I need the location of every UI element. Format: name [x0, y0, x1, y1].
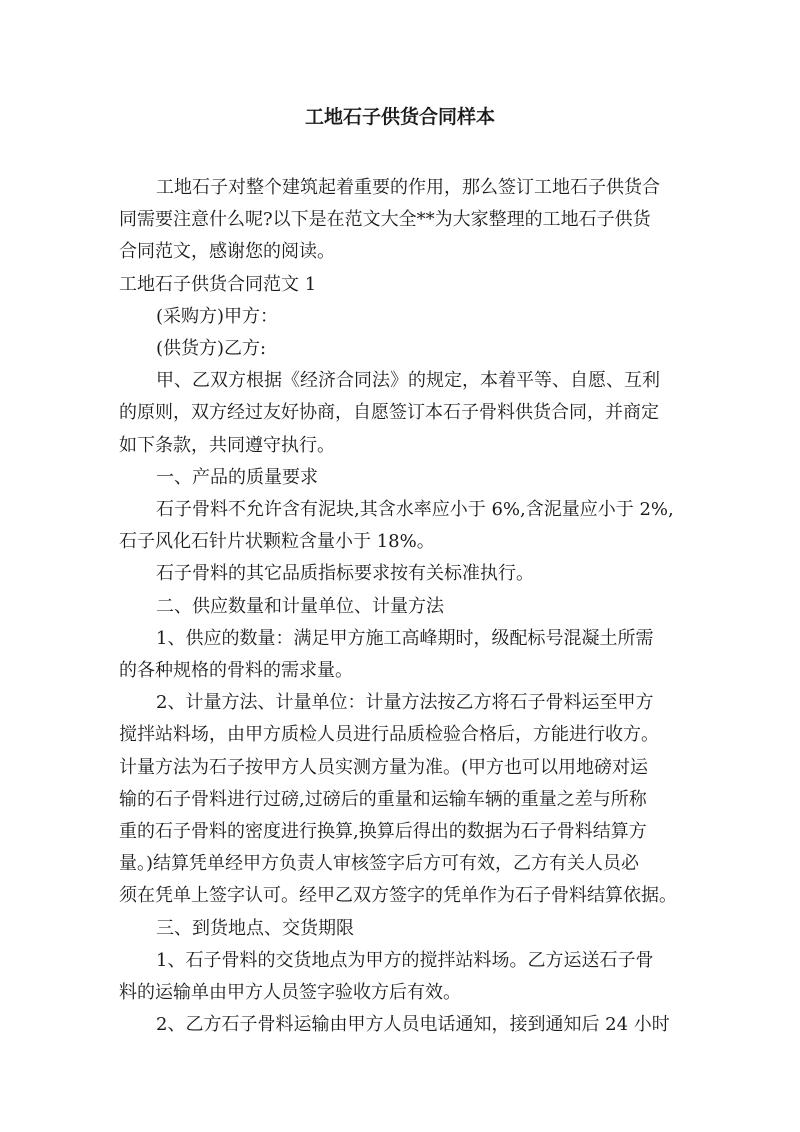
paragraph-measurement-method	[119, 687, 691, 912]
paragraph-quality-spec	[119, 494, 691, 558]
document-body	[119, 172, 691, 1041]
text-line: 一、产品的质量要求	[156, 466, 318, 488]
text-line: 1、供应的数量：满足甲方施工高峰期时，级配标号混凝土所需	[156, 627, 654, 649]
text-line: 的各种规格的骨料的需求量。	[119, 660, 353, 682]
text-line: 石子风化石针片状颗粒含量小于 18%。	[119, 531, 435, 553]
clause-heading-delivery	[119, 913, 691, 945]
paragraph-preamble	[119, 365, 691, 462]
paragraph-delivery-location	[119, 945, 691, 1009]
text-line: 石子骨料不允许含有泥块,其含水率应小于 6%,含泥量应小于 2%,	[156, 499, 674, 521]
text-line: 三、到货地点、交货期限	[156, 917, 354, 939]
section-heading-sample-1	[119, 269, 691, 301]
clause-heading-quality	[119, 462, 691, 494]
text-line: 1、石子骨料的交货地点为甲方的搅拌站料场。乙方运送石子骨	[156, 949, 654, 971]
paragraph-delivery-notice	[119, 1009, 691, 1041]
text-line: 甲、乙双方根据《经济合同法》的规定，本着平等、自愿、互利	[156, 370, 660, 392]
text-line: 二、供应数量和计量单位、计量方法	[156, 595, 444, 617]
text-line: 须在凭单上签字认可。经甲乙双方签字的凭单作为石子骨料结算依据。	[119, 885, 677, 907]
text-line: (供货方)乙方:	[156, 338, 267, 360]
text-line: 2、乙方石子骨料运输由甲方人员电话通知，接到通知后 24 小时	[156, 1014, 670, 1036]
text-line: 同需要注意什么呢?以下是在范文大全**为大家整理的工地石子供货	[119, 209, 651, 231]
paragraph-party-b	[119, 333, 691, 365]
clause-heading-quantity	[119, 591, 691, 623]
document-title: 工地石子供货合同样本	[304, 106, 495, 128]
text-line: 输的石子骨料进行过磅,过磅后的重量和运输车辆的重量之差与所称	[119, 788, 647, 810]
paragraph-quality-standard	[119, 558, 691, 590]
text-line: 搅拌站料场，由甲方质检人员进行品质检验合格后，方能进行收方。	[119, 724, 659, 746]
text-line: 料的运输单由甲方人员签字验收方后有效。	[119, 982, 461, 1004]
text-line: 重的石子骨料的密度进行换算,换算后得出的数据为石子骨料结算方	[119, 821, 647, 843]
text-line: 合同范文，感谢您的阅读。	[119, 241, 335, 263]
paragraph-intro	[119, 172, 691, 269]
paragraph-supply-quantity	[119, 623, 691, 687]
text-line: 量。)结算凭单经甲方负责人审核签字后方可有效，乙方有关人员必	[119, 853, 640, 875]
text-line: 工地石子供货合同范文 1	[119, 273, 317, 295]
text-line: 2、计量方法、计量单位：计量方法按乙方将石子骨料运至甲方	[156, 692, 654, 714]
text-line: 如下条款，共同遵守执行。	[119, 434, 335, 456]
text-line: 工地石子对整个建筑起着重要的作用，那么签订工地石子供货合	[156, 177, 660, 198]
paragraph-party-a	[119, 301, 691, 333]
text-line: 的原则，双方经过友好协商，自愿签订本石子骨料供货合同，并商定	[119, 402, 659, 424]
text-line: 计量方法为石子按甲方人员实测方量为准。(甲方也可以用地磅对运	[119, 756, 649, 778]
text-line: 石子骨料的其它品质指标要求按有关标准执行。	[156, 563, 534, 585]
text-line: (采购方)甲方：	[156, 305, 279, 327]
